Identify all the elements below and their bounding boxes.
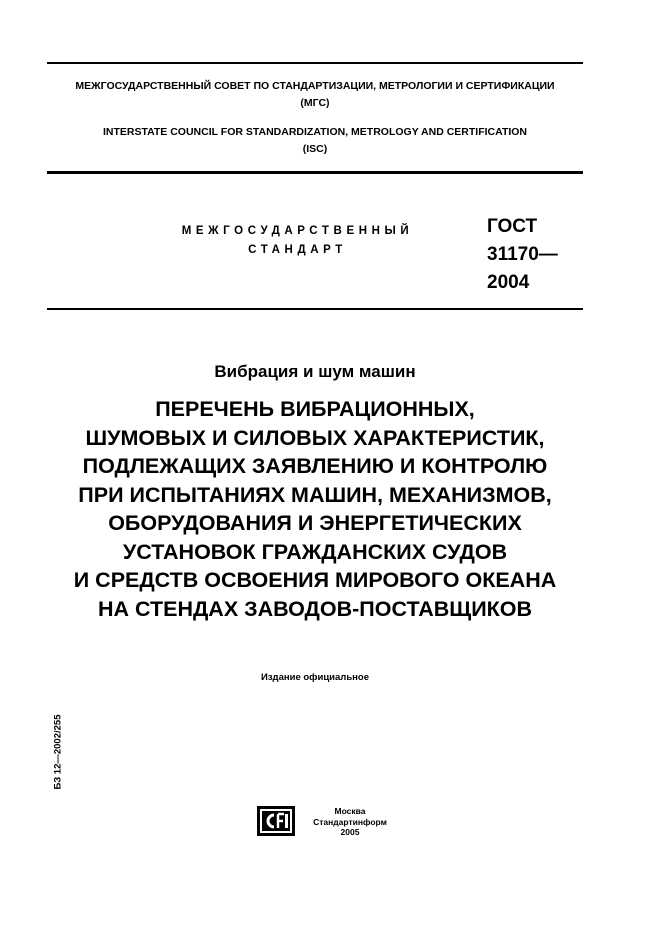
title-line: ШУМОВЫХ И СИЛОВЫХ ХАРАКТЕРИСТИК, — [85, 425, 545, 450]
document-subtitle: Вибрация и шум машин — [214, 362, 416, 381]
council-ru — [47, 78, 583, 112]
standard-label-line1: МЕЖГОСУДАРСТВЕННЫЙ — [181, 225, 414, 237]
standard-label-line2: СТАНДАРТ — [248, 244, 347, 256]
gost-number: 31170— — [487, 244, 558, 265]
gost-prefix: ГОСТ — [487, 216, 538, 237]
council-en-abbr: (ISC) — [302, 143, 328, 155]
title-line: ОБОРУДОВАНИЯ И ЭНЕРГЕТИЧЕСКИХ — [108, 511, 522, 535]
document-title — [30, 395, 600, 623]
title-rule — [47, 308, 583, 310]
publisher-year: 2005 — [340, 827, 360, 837]
publisher-city: Москва — [334, 806, 366, 816]
edition-label: Издание официальное — [261, 672, 369, 683]
publisher-info — [300, 806, 400, 838]
side-code-text: БЗ 12—2002/255 — [52, 714, 64, 790]
publisher-name: Стандартинформ — [313, 816, 387, 827]
header-rule — [47, 171, 583, 174]
council-en — [47, 124, 583, 158]
title-line: ПОДЛЕЖАЩИХ ЗАЯВЛЕНИЮ И КОНТРОЛЮ — [82, 454, 548, 478]
council-en-name: INTERSTATE COUNCIL FOR STANDARDIZATION, METROLOGY AND CERTIFICATION — [102, 126, 528, 138]
standartinform-logo-icon — [257, 806, 295, 836]
top-rule — [47, 62, 583, 64]
council-ru-name: МЕЖГОСУДАРСТВЕННЫЙ СОВЕТ ПО СТАНДАРТИЗАЦИИ, МЕТРОЛОГИИ И СЕРТИФИКАЦИИ — [75, 80, 555, 92]
title-line: ПРИ ИСПЫТАНИЯХ МАШИН, МЕХАНИЗМОВ, — [78, 482, 552, 507]
title-line: И СРЕДСТВ ОСВОЕНИЯ МИРОВОГО ОКЕАНА — [73, 568, 557, 592]
title-line: УСТАНОВОК ГРАЖДАНСКИХ СУДОВ — [122, 539, 508, 564]
title-line: НА СТЕНДАХ ЗАВОДОВ-ПОСТАВЩИКОВ — [97, 596, 533, 621]
council-ru-abbr: (МГС) — [300, 97, 330, 109]
gost-designation — [487, 213, 558, 297]
title-line: ПЕРЕЧЕНЬ ВИБРАЦИОННЫХ, — [155, 397, 475, 421]
gost-year: 2004 — [487, 272, 530, 293]
